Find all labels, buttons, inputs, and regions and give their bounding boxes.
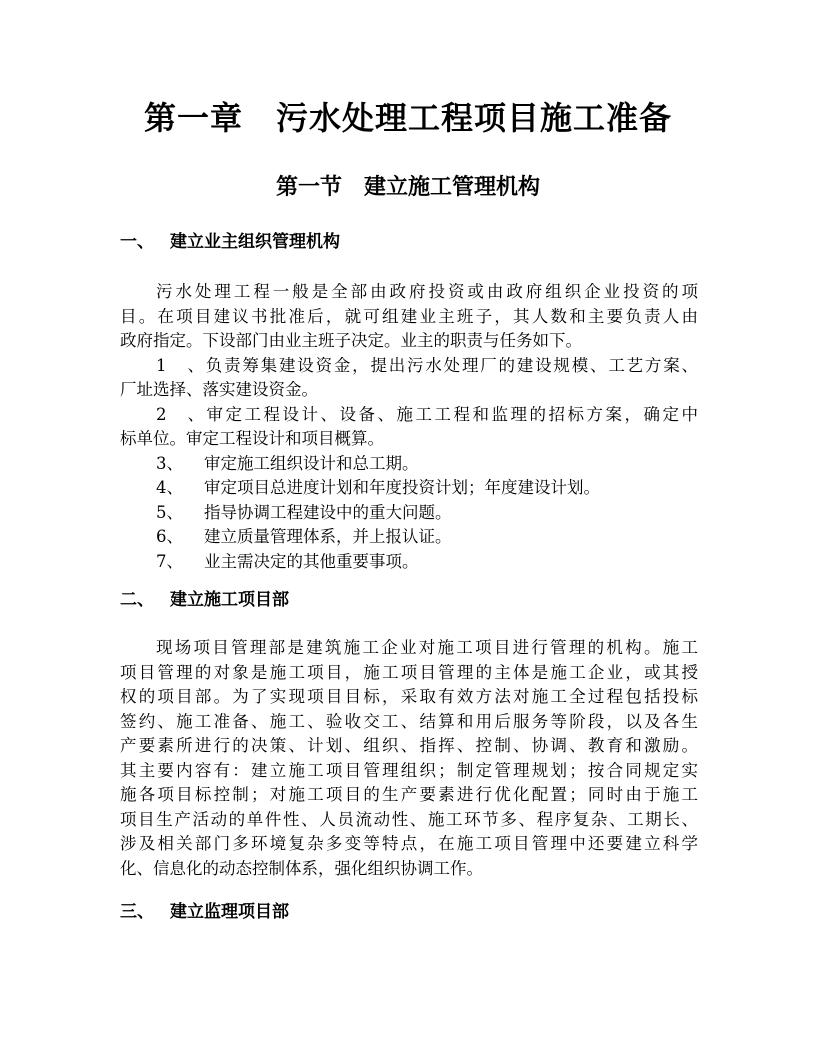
list-text: 审定工程设计、设备、施工工程和监理的招标方案，确定中 bbox=[204, 404, 698, 424]
list-number: 4、 bbox=[156, 478, 183, 497]
heading-number: 三、 bbox=[120, 902, 154, 922]
list-text: 审定项目总进度计划和年度投资计划；年度建设计划。 bbox=[204, 478, 600, 497]
list-number: 7、 bbox=[156, 551, 183, 571]
list-text: 建立质量管理体系，并上报认证。 bbox=[204, 527, 452, 546]
list-number: 5、 bbox=[156, 502, 183, 522]
list-item-7 bbox=[120, 550, 698, 575]
paragraph-line: 涉及相关部门多环境复杂多变等特点，在施工项目管理中还要建立科学 bbox=[120, 834, 698, 853]
list-item-3 bbox=[120, 452, 698, 477]
list-item-5 bbox=[120, 501, 698, 526]
heading-text: 建立监理项目部 bbox=[170, 902, 289, 922]
paragraph-line: 政府指定。下设部门由业主班子决定。业主的职责与任务如下。 bbox=[120, 331, 582, 350]
heading-section-3 bbox=[120, 900, 289, 924]
heading-text: 建立施工项目部 bbox=[170, 590, 289, 610]
heading-number: 二、 bbox=[120, 590, 154, 610]
heading-section-1 bbox=[120, 230, 340, 254]
section-2-body bbox=[120, 636, 698, 881]
paragraph-line: 化、信息化的动态控制体系，强化组织协调工作。 bbox=[120, 858, 483, 878]
paragraph-line: 其主要内容有：建立施工项目管理组织；制定管理规划；按合同规定实 bbox=[120, 760, 698, 780]
list-text: 业主需决定的其他重要事项。 bbox=[204, 551, 419, 571]
paragraph-line: 现场项目管理部是建筑施工企业对施工项目进行管理的机构。施工 bbox=[156, 638, 698, 657]
list-text: 指导协调工程建设中的重大问题。 bbox=[204, 502, 452, 522]
list-number: 1、 bbox=[156, 355, 204, 375]
list-text: 审定施工组织设计和总工期。 bbox=[204, 453, 419, 473]
heading-text: 建立业主组织管理机构 bbox=[170, 232, 340, 252]
paragraph-line: 施各项目标控制；对施工项目的生产要素进行优化配置；同时由于施工 bbox=[120, 785, 698, 804]
list-item-4 bbox=[120, 476, 698, 501]
list-item-2 bbox=[120, 403, 698, 428]
paragraph-line: 签约、施工准备、施工、验收交工、结算和用后服务等阶段，以及各生 bbox=[120, 711, 698, 731]
list-item-6 bbox=[120, 525, 698, 550]
paragraph-line: 项目生产活动的单件性、人员流动性、施工环节多、程序复杂、工期长、 bbox=[120, 809, 698, 829]
section-1-body bbox=[120, 280, 698, 574]
heading-section-2 bbox=[120, 588, 289, 612]
list-item-1-cont: 厂址选择、落实建设资金。 bbox=[120, 380, 318, 399]
paragraph-line: 污水处理工程一般是全部由政府投资或由政府组织企业投资的项 bbox=[156, 282, 698, 301]
list-number: 2、 bbox=[156, 404, 204, 424]
list-number: 3、 bbox=[156, 453, 183, 473]
section-title: 第一节 建立施工管理机构 bbox=[275, 174, 540, 200]
paragraph-line: 项目管理的对象是施工项目，施工项目管理的主体是施工企业，或其授 bbox=[120, 662, 698, 682]
paragraph-line: 目。在项目建议书批准后，就可组建业主班子，其人数和主要负责人由 bbox=[120, 306, 698, 326]
chapter-title: 第一章 污水处理工程项目施工准备 bbox=[143, 99, 672, 137]
paragraph-line: 权的项目部。为了实现项目目标，采取有效方法对施工全过程包括投标 bbox=[120, 687, 698, 706]
paragraph-line: 产要素所进行的决策、计划、组织、指挥、控制、协调、教育和激励。 bbox=[120, 736, 698, 755]
list-item-2-cont: 标单位。审定工程设计和项目概算。 bbox=[120, 429, 384, 448]
heading-number: 一、 bbox=[120, 232, 154, 252]
list-item-1 bbox=[120, 354, 698, 379]
list-text: 负责筹集建设资金，提出污水处理厂的建设规模、工艺方案、 bbox=[204, 355, 698, 375]
list-number: 6、 bbox=[156, 527, 183, 546]
